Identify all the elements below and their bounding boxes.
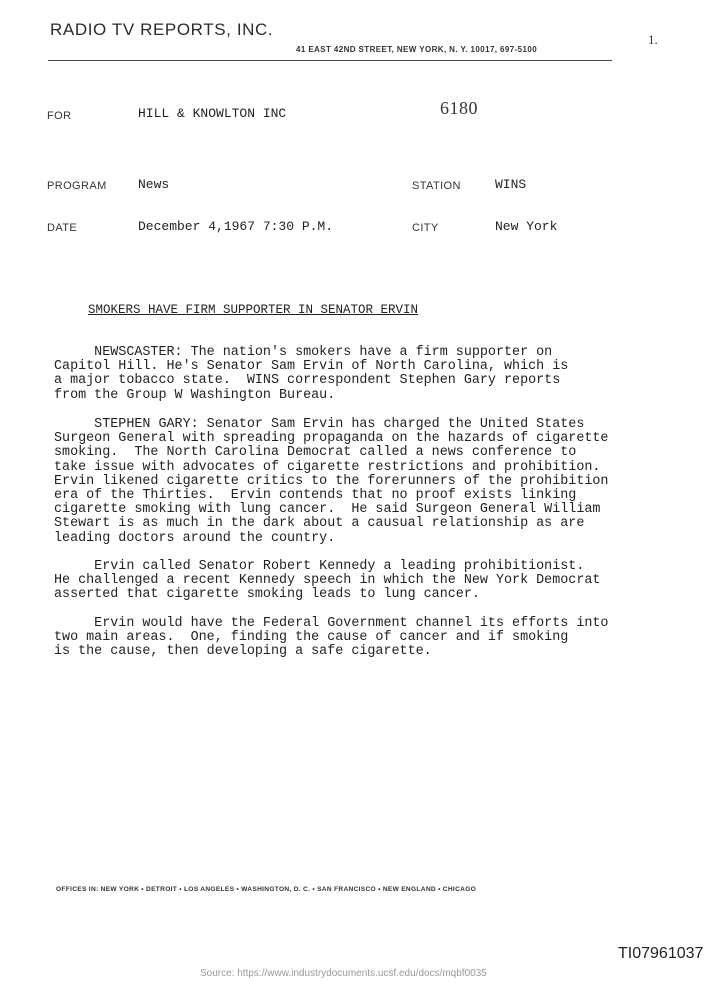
transcript-paragraph-gary: STEPHEN GARY: Senator Sam Ervin has charged the United States Surgeon General with spreading propaganda on the hazards of cigarette smoking. The North Carolina Democrat called a news conference to take issue with advocates of cigarette restrictions and prohibition. Ervin likened cigarette critics to the forerunners of the prohibition era of the Thirties. Ervin contends that no proof exists linking cigarette smoking with lung cancer. He said Surgeon General William Stewart is as much in the dark about a causual relationship as are leading doctors around the country. [54,417,609,546]
document-id: TI07961037 [618,945,704,962]
for-label: FOR [47,110,72,122]
story-headline: SMOKERS HAVE FIRM SUPPORTER IN SENATOR ERVIN [88,303,419,317]
offices-footer: OFFICES IN: NEW YORK • DETROIT • LOS ANGELES • WASHINGTON, D. C. • SAN FRANCISCO • NEW ENGLAND • CHICAGO [56,886,477,893]
for-value: HILL & KNOWLTON INC [138,106,287,121]
transcript-paragraph-newscaster: NEWSCASTER: The nation's smokers have a firm supporter on Capitol Hill. He's Senator Sam Ervin of North Carolina, which is a major tobacco state. WINS correspondent Stephen Gary reports from the Group W Washington Bureau. [54,345,569,403]
station-value: WINS [495,177,527,192]
date-label: DATE [47,222,78,234]
transcript-paragraph-kennedy: Ervin called Senator Robert Kennedy a leading prohibitionist. He challenged a recent Kennedy speech in which the New York Democrat asserted that cigarette smoking leads to lung cancer. [54,559,601,603]
program-value: News [138,177,170,192]
header-divider [48,60,612,61]
city-value: New York [495,219,558,234]
station-label: STATION [412,180,461,192]
source-url: Source: https://www.industrydocuments.ucsf.edu/docs/mqbf0035 [200,968,487,979]
page-number: 1. [648,32,658,47]
company-name: RADIO TV REPORTS, INC. [50,20,274,39]
date-value: December 4,1967 7:30 P.M. [138,219,334,234]
reference-number: 6180 [440,98,478,118]
transcript-paragraph-government: Ervin would have the Federal Government channel its efforts into two main areas. One, finding the cause of cancer and if smoking is the cause, then developing a safe cigarette. [54,616,609,660]
program-label: PROGRAM [47,180,107,192]
company-address: 41 EAST 42ND STREET, NEW YORK, N. Y. 10017, 697-5100 [296,45,538,54]
city-label: CITY [412,222,439,234]
